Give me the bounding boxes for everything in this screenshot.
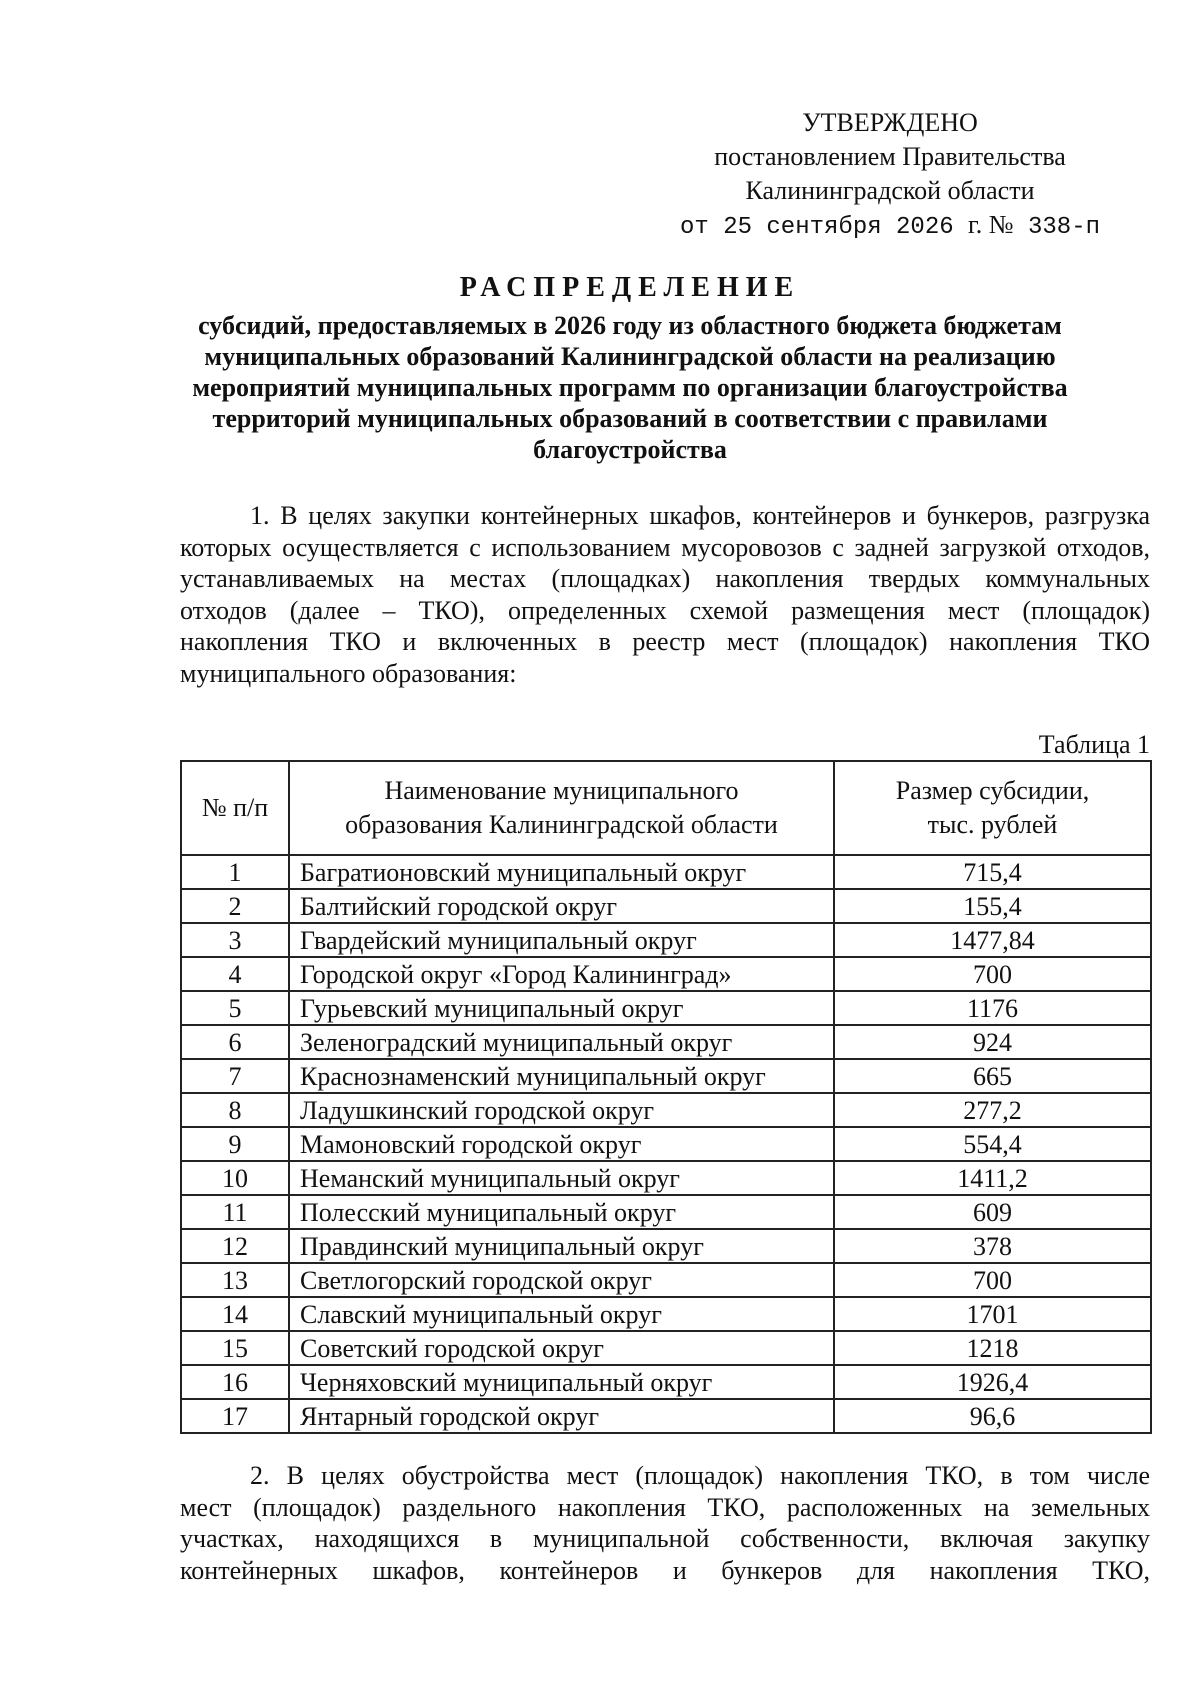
row-amount: 277,2: [834, 1093, 1151, 1127]
header-number: № п/п: [181, 761, 289, 855]
row-amount: 1701: [834, 1297, 1151, 1331]
row-amount: 1926,4: [834, 1365, 1151, 1399]
row-municipality: Советский городской округ: [289, 1331, 834, 1365]
table-row: [181, 1195, 1151, 1229]
table-row: [181, 1263, 1151, 1297]
table-header-row: [181, 761, 1151, 855]
row-municipality: Светлогорский городской округ: [289, 1263, 834, 1297]
row-number: 4: [181, 957, 289, 991]
table-body: [181, 855, 1151, 1433]
approval-title: УТВЕРЖДЕНО: [802, 108, 978, 137]
row-amount: 1176: [834, 991, 1151, 1025]
heading-subtitle-line: территорий муниципальных образований в соответствии с правилами: [212, 404, 1048, 433]
header-municipality: Наименование муниципального образования Калининградской области: [289, 761, 834, 855]
paragraph-line: 2. В целях обустройства мест (площадок) накопления ТКО, в том числе: [250, 1461, 1150, 1490]
row-municipality: Балтийский городской округ: [289, 889, 834, 923]
row-municipality: Багратионовский муниципальный округ: [289, 855, 834, 889]
row-municipality: Городской округ «Город Калининград»: [289, 957, 834, 991]
paragraph-line: муниципального образования:: [180, 658, 517, 688]
row-number: 5: [181, 991, 289, 1025]
heading-subtitle-line: благоустройства: [533, 435, 727, 464]
approval-block: [660, 106, 1120, 245]
row-number: 9: [181, 1127, 289, 1161]
table-row: [181, 1025, 1151, 1059]
heading-subtitle-line: мероприятий муниципальных программ по организации благоустройства: [192, 373, 1068, 402]
row-amount: 665: [834, 1059, 1151, 1093]
paragraph-1: [180, 500, 1150, 689]
table-row: [181, 923, 1151, 957]
table-row: [181, 1399, 1151, 1433]
row-municipality: Гурьевский муниципальный округ: [289, 991, 834, 1025]
row-number: 14: [181, 1297, 289, 1331]
table-row: [181, 957, 1151, 991]
heading-title: РАСПРЕДЕЛЕНИЕ: [459, 272, 801, 303]
row-municipality: Черняховский муниципальный округ: [289, 1365, 834, 1399]
row-number: 8: [181, 1093, 289, 1127]
table-row: [181, 889, 1151, 923]
row-number: 13: [181, 1263, 289, 1297]
row-amount: 554,4: [834, 1127, 1151, 1161]
row-municipality: Полесский муниципальный округ: [289, 1195, 834, 1229]
paragraph-line: накопления ТКО и включенных в реестр мест (площадок) накопления ТКО: [180, 627, 1150, 656]
row-municipality: Ладушкинский городской округ: [289, 1093, 834, 1127]
table-row: [181, 1365, 1151, 1399]
table-row: [181, 855, 1151, 889]
table-row: [181, 1331, 1151, 1365]
paragraph-2: [180, 1460, 1150, 1586]
row-number: 16: [181, 1365, 289, 1399]
row-amount: 700: [834, 1263, 1151, 1297]
row-municipality: Правдинский муниципальный округ: [289, 1229, 834, 1263]
row-amount: 715,4: [834, 855, 1151, 889]
table-row: [181, 1059, 1151, 1093]
row-number: 7: [181, 1059, 289, 1093]
table-row: [181, 991, 1151, 1025]
approval-region: Калининградской области: [745, 176, 1035, 205]
row-number: 10: [181, 1161, 289, 1195]
table-row: [181, 1297, 1151, 1331]
paragraph-line: устанавливаемых на местах (площадках) накопления твердых коммунальных: [180, 564, 1150, 593]
paragraph-line: мест (площадок) раздельного накопления ТКО, расположенных на земельных: [180, 1492, 1150, 1522]
paragraph-line: отходов (далее – ТКО), определенных схемой размещения мест (площадок): [180, 595, 1150, 625]
heading-subtitle-line: муниципальных образований Калининградской области на реализацию: [204, 342, 1056, 371]
row-number: 6: [181, 1025, 289, 1059]
row-number: 1: [181, 855, 289, 889]
approval-date-suffix: г. №: [968, 210, 1014, 239]
row-municipality: Краснознаменский муниципальный округ: [289, 1059, 834, 1093]
approval-issuer: постановлением Правительства: [714, 142, 1066, 171]
row-amount: 1411,2: [834, 1161, 1151, 1195]
table-row: [181, 1127, 1151, 1161]
paragraph-line: которых осуществляется с использованием мусоровозов с задней загрузкой отходов,: [180, 532, 1150, 562]
row-amount: 155,4: [834, 889, 1151, 923]
approval-date: от 25 сентября 2026: [679, 214, 954, 241]
row-amount: 924: [834, 1025, 1151, 1059]
row-number: 15: [181, 1331, 289, 1365]
row-number: 11: [181, 1195, 289, 1229]
table-caption: Таблица 1: [1038, 730, 1150, 759]
row-amount: 378: [834, 1229, 1151, 1263]
row-amount: 700: [834, 957, 1151, 991]
row-amount: 1218: [834, 1331, 1151, 1365]
table-row: [181, 1093, 1151, 1127]
row-amount: 609: [834, 1195, 1151, 1229]
row-number: 12: [181, 1229, 289, 1263]
row-amount: 96,6: [834, 1399, 1151, 1433]
row-number: 17: [181, 1399, 289, 1433]
row-municipality: Славский муниципальный округ: [289, 1297, 834, 1331]
approval-date-line: [660, 208, 1120, 245]
row-number: 3: [181, 923, 289, 957]
approval-number: 338-п: [1028, 214, 1101, 241]
row-municipality: Неманский муниципальный округ: [289, 1161, 834, 1195]
subsidy-table: [180, 760, 1152, 1434]
heading-subtitle-line: субсидий, предоставляемых в 2026 году из областного бюджета бюджетам: [198, 311, 1062, 340]
paragraph-line: контейнерных шкафов, контейнеров и бункеров для накопления ТКО,: [180, 1555, 1150, 1585]
paragraph-line: 1. В целях закупки контейнерных шкафов, контейнеров и бункеров, разгрузка: [250, 501, 1150, 530]
row-municipality: Гвардейский муниципальный округ: [289, 923, 834, 957]
row-number: 2: [181, 889, 289, 923]
document-heading: [150, 270, 1110, 465]
table-row: [181, 1161, 1151, 1195]
row-municipality: Янтарный городской округ: [289, 1399, 834, 1433]
row-municipality: Мамоновский городской округ: [289, 1127, 834, 1161]
paragraph-line: участках, находящихся в муниципальной собственности, включая закупку: [180, 1524, 1150, 1553]
row-amount: 1477,84: [834, 923, 1151, 957]
row-municipality: Зеленоградский муниципальный округ: [289, 1025, 834, 1059]
header-amount: Размер субсидии, тыс. рублей: [834, 761, 1151, 855]
table-row: [181, 1229, 1151, 1263]
